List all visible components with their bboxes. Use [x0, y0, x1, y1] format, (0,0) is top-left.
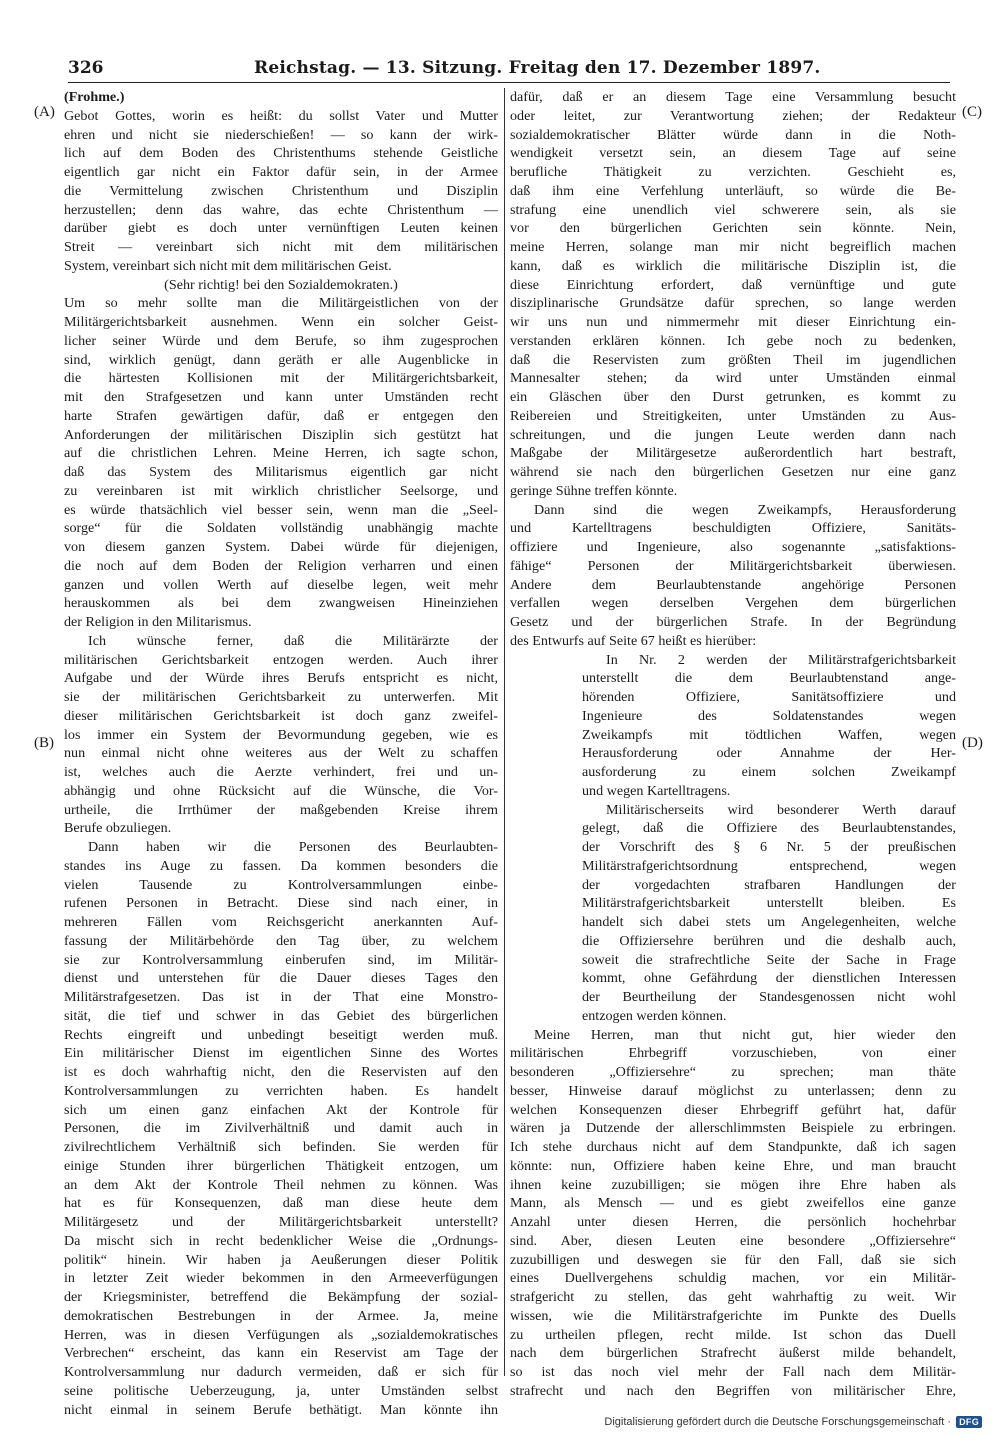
- text-line: ein Gläschen über den Durst getrunken, es kommt zu: [510, 389, 956, 405]
- text-line: Reibereien und Streitigkeiten, unter Umständen zu Aus-: [510, 407, 956, 424]
- text-line: eigentlich gar nicht ein Faktor dafür sein, in der Armee: [64, 164, 498, 180]
- text-line: zu urtheilen pflegen, recht milde. Ist schon das Duell: [510, 1326, 956, 1343]
- text-line: ist es doch wahrhaftig nicht, den die Reservisten auf den: [64, 1064, 498, 1080]
- text-line: Aufgabe und der Würde ihres Berufs entspricht es nicht,: [64, 670, 498, 687]
- text-line: Dann sind die wegen Zweikampfs, Herausforderung: [534, 501, 956, 518]
- text-line: entzogen werden können.: [582, 1007, 727, 1024]
- text-line: offiziere und Ingenieure, also sogenannte „satisfaktions-: [510, 539, 956, 555]
- text-line: seine politische Ueberzeugung, ja, unter Umständen selbst: [64, 1382, 498, 1399]
- text-line: Kontrolversammlung nur dadurch vermeiden, daß er sich für: [64, 1364, 498, 1380]
- margin-marker-d: (D): [962, 735, 983, 751]
- text-line: nicht einmal in seinem Berufe bethätigt. Man könnte ihn: [64, 1401, 498, 1418]
- text-line: hörenden Offiziere, Sanitätsoffiziere und: [582, 689, 956, 705]
- text-line: mehreren Fällen vom Reichsgericht anerkannten Auf-: [64, 914, 498, 930]
- column-divider: [504, 88, 505, 1376]
- text-line: sorge“ für die Soldaten vollständig unabhängig machte: [64, 520, 498, 537]
- text-line: Maßgabe der Militärgesetze außerordentlich hart bestraft,: [510, 445, 956, 462]
- text-line: während sie nach den bürgerlichen Gesetzen nur eine ganz: [510, 464, 956, 480]
- text-line: schreitungen, und die jungen Leute werden dann nach: [510, 426, 956, 443]
- text-line: Herren, was in diesen Verfügungen als „sozialdemokratisches: [64, 1326, 498, 1343]
- text-line: Militärstrafgerichtsordnung entsprechend, wegen: [582, 857, 956, 874]
- text-line: sie zur Kontrolversammlung einberufen sind, im Militär-: [64, 951, 498, 968]
- text-line: Streit — vereinbart sich nicht mit dem militärischen: [64, 239, 498, 255]
- digitization-credit: [604, 1416, 982, 1428]
- text-line: die Vermittelung zwischen Christenthum und Disziplin: [64, 182, 498, 199]
- text-line: diese Einrichtung erfordert, daß vernünftige und gute: [510, 276, 956, 293]
- text-line: disziplinarische Grundsätze dafür sprechen, so lange werden: [510, 295, 956, 312]
- text-line: ausforderung zu einem solchen Zweikampf: [582, 764, 956, 780]
- text-line: vielen Tausende zu Kontrolversammlungen einbe-: [64, 876, 498, 893]
- text-line: es würde thatsächlich viel besser sein, wenn man die „Seel-: [64, 501, 498, 518]
- text-line: gelegt, daß die Offiziere des Beurlaubtenstandes,: [582, 820, 956, 837]
- text-line: Andere dem Beurlaubtenstande angehörige Personen: [510, 576, 956, 593]
- text-line: eines Duellvergehens schuldig machen, vor ein Militär-: [510, 1270, 956, 1287]
- text-line: Zweikampfs mit tödtlichen Waffen, wegen: [582, 726, 956, 743]
- text-line: oder leitet, zur Verantwortung ziehen; der Redakteur: [510, 107, 956, 124]
- text-line: herauskommen als bei dem zwangweisen Hineinziehen: [64, 595, 498, 612]
- text-line: wären ja Dutzende der allerschlimmsten Beispiele zu erbringen.: [510, 1120, 956, 1137]
- page-header: [68, 56, 950, 83]
- text-line: wendigkeit versetzt sein, an diesem Tage auf seine: [510, 145, 956, 162]
- text-line: sind, wirklich genügt, dann geräth er alle Augenblicke in: [64, 351, 498, 368]
- text-line: soweit die strafrechtliche Seite der Sache in Frage: [582, 951, 956, 968]
- text-line: nun einmal nicht ohne weiteres aus der Welt zu schaffen: [64, 745, 498, 762]
- text-line: los immer ein System der Bevormundung gegeben, wie es: [64, 726, 498, 743]
- text-line: der Kriegsminister, betreffend die Bekämpfung der sozial-: [64, 1289, 498, 1305]
- text-line: berufliche Thätigkeit zu verzichten. Geschieht es,: [510, 164, 956, 180]
- text-line: (Frohme.): [64, 89, 125, 105]
- text-line: unterstellt die dem Beurlaubtenstand ange-: [582, 670, 956, 687]
- text-line: politik“ hinein. Wir haben ja Aeußerungen dieser Politik: [64, 1251, 498, 1268]
- right-text-column: [510, 88, 956, 1401]
- text-line: der vorgedachten strafbaren Handlungen der: [582, 876, 956, 893]
- text-line: ehren und nicht sie niederschießen! — so kann der wirk-: [64, 126, 498, 143]
- text-line: sind. Aber, diesen Leuten eine besondere „Offiziersehre“: [510, 1232, 956, 1249]
- text-line: die Offiziersehre berühren und die deshalb auch,: [582, 932, 956, 949]
- text-line: Mannesalter stehen; da wird unter Umständen einmal: [510, 370, 956, 387]
- text-line: besser, Hinweise darauf möglichst zu unterlassen; denn zu: [510, 1082, 956, 1099]
- text-line: In Nr. 2 werden der Militärstrafgerichtsbarkeit: [606, 651, 956, 668]
- text-line: die härtesten Kollisionen mit der Militärgerichtsbarkeit,: [64, 370, 498, 387]
- text-line: darüber giebt es doch unter vernünftigen Leuten keinen: [64, 220, 498, 237]
- text-line: Ein militärischer Dienst im eigentlichen Sinne des Wortes: [64, 1045, 498, 1062]
- text-line: urtheile, die Irrthümer der maßgebenden Kreise ihrem: [64, 801, 498, 818]
- text-line: strafung eine unendlich viel schwerere sein, als sie: [510, 201, 956, 218]
- text-line: verfallen wegen derselben Vergehen dem bürgerlichen: [510, 595, 956, 612]
- text-line: Dann haben wir die Personen des Beurlaubten-: [88, 839, 498, 855]
- dfg-logo-icon: DFG: [956, 1416, 982, 1428]
- text-line: auf die christlichen Lehren. Meine Herren, ich sagte schon,: [64, 445, 498, 462]
- text-line: sie der militärischen Gerichtsbarkeit zu unterwerfen. Mit: [64, 689, 498, 705]
- text-line: Militärischerseits wird besonderer Werth darauf: [606, 801, 956, 818]
- text-line: daß das System des Militarismus eigentlich gar nicht: [64, 464, 498, 480]
- text-line: vor den bürgerlichen Gerichten sein könnte. Nein,: [510, 220, 956, 237]
- text-line: hat es für Konsequenzen, daß man diese heute dem: [64, 1195, 498, 1212]
- text-line: zuzubilligen und deswegen sie für den Fall, daß sie sich: [510, 1251, 956, 1268]
- text-line: und Kartelltragens beschuldigten Offiziere, Sanitäts-: [510, 520, 956, 537]
- text-line: sität, die tief und schwer in das Gebiet des bürgerlichen: [64, 1007, 498, 1024]
- text-line: Militärgesetz und der Militärgerichtsbarkeit unterstellt?: [64, 1214, 498, 1230]
- text-line: herzustellen; denn das wahre, das echte Christenthum —: [64, 201, 498, 218]
- text-line: Militärstrafgesetzen. Das ist in der That eine Monstro-: [64, 989, 498, 1005]
- text-line: Ich stehe durchaus nicht auf dem Standpunkte, daß ich sagen: [510, 1139, 956, 1155]
- text-line: demokratischen Bestrebungen in der Armee. Ja, meine: [64, 1307, 498, 1324]
- text-line: militärischen Gerichtsbarkeit entzogen werden. Auch ihrer: [64, 651, 498, 668]
- text-line: des Entwurfs auf Seite 67 heißt es hierüber:: [510, 632, 757, 649]
- text-line: daß ihm eine Verfehlung unterläuft, so würde die Be-: [510, 182, 956, 199]
- text-line: Militärgerichtsbarkeit ausnehmen. Wenn ein solcher Geist-: [64, 314, 498, 330]
- text-line: dienst und unterstehen für die Dauer dieses Tages den: [64, 970, 498, 987]
- text-line: könnte: nun, Offiziere haben keine Ehre, und man braucht: [510, 1157, 956, 1174]
- text-line: verstanden erklären können. Ich gebe noch zu bedenken,: [510, 332, 956, 349]
- text-line: Ich wünsche ferner, daß die Militärärzte der: [88, 632, 498, 649]
- text-line: militärischen Ehrbegriff vorzuschieben, von einer: [510, 1045, 956, 1062]
- text-line: von diesem ganzen System. Dabei würde für diejenigen,: [64, 539, 498, 555]
- text-line: standes ins Auge zu fassen. Da kommen besonders die: [64, 857, 498, 874]
- margin-marker-b: (B): [34, 735, 54, 751]
- text-line: wir uns nun und nimmermehr mit dieser Einrichtung ein-: [510, 314, 956, 330]
- text-line: System, vereinbart sich nicht mit dem militärischen Geist.: [64, 257, 392, 274]
- left-text-column: [64, 88, 498, 1419]
- text-line: (Sehr richtig! bei den Sozialdemokraten.): [164, 276, 398, 293]
- text-line: der Religion in den Militarismus.: [64, 614, 252, 630]
- text-line: Verbrechen“ erscheint, das kann ein Reservist am Tage der: [64, 1345, 498, 1362]
- text-line: fassung der Militärbehörde den Tag über, zu welchem: [64, 932, 498, 949]
- text-line: welchen Konsequenzen dieser Ehrbegriff geführt hat, dafür: [510, 1101, 956, 1118]
- margin-marker-c: (C): [962, 104, 982, 120]
- text-line: der Beurtheilung der Standesgenossen nicht wohl: [582, 989, 956, 1005]
- text-line: lich auf dem Boden des Christenthums stehende Geistliche: [64, 145, 498, 162]
- text-line: Berufe obzuliegen.: [64, 820, 172, 837]
- text-line: ist, welches auch die Aerzte verhindert, frei und un-: [64, 764, 498, 780]
- text-line: sich um einen ganz einfachen Akt der Kontrole für: [64, 1101, 498, 1118]
- text-line: strafgericht zu stellen, das geht wahrhaftig zu weit. Wir: [510, 1289, 956, 1305]
- text-line: Personen, die im Zivilverhältniß und damit auch in: [64, 1120, 498, 1137]
- text-line: Anforderungen der militärischen Disziplin sich gestützt hat: [64, 426, 498, 443]
- text-line: an dem Akt der Kontrole Theil nehmen zu können. Was: [64, 1176, 498, 1193]
- text-line: Mann, als Mensch — und es giebt zweifellos eine ganze: [510, 1195, 956, 1212]
- text-line: geringe Sühne treffen könnte.: [510, 482, 678, 499]
- text-line: dafür, daß er an diesem Tage eine Versammlung besucht: [510, 89, 956, 105]
- text-line: dieser militärischen Gerichtsbarkeit ist doch ganz zweifel-: [64, 707, 498, 724]
- text-line: Anzahl unter diesen Herren, die persönlich hochehrbar: [510, 1214, 956, 1230]
- text-line: kann, daß es wirklich die militärische Disziplin ist, die: [510, 257, 956, 274]
- text-line: abhängig und ohne Rücksicht auf die Wünsche, die Vor-: [64, 782, 498, 799]
- text-line: fähige“ Personen der Militärgerichtsbarkeit überwiesen.: [510, 557, 956, 574]
- text-line: zivilrechtlichem Verhältniß sich befinden. Sie werden für: [64, 1139, 498, 1155]
- text-line: Gesetz und der bürgerlichen Strafe. In der Begründung: [510, 614, 956, 630]
- text-line: Da mischt sich in recht bedenklicher Weise die „Ordnungs-: [64, 1232, 498, 1249]
- text-line: in letzter Zeit wieder bekommen in den Armeeverfügungen: [64, 1270, 498, 1287]
- text-line: Gebot Gottes, worin es heißt: du sollst Vater und Mutter: [64, 107, 498, 124]
- page-number: 326: [68, 58, 104, 78]
- text-line: Militärstrafgerichtsbarkeit unterstellt bleiben. Es: [582, 895, 956, 912]
- text-line: nach dem bürgerlichen Strafrecht äußerst milde behandelt,: [510, 1345, 956, 1362]
- text-line: wissen, wie die Militärstrafgerichte im Punkte des Duells: [510, 1307, 956, 1324]
- text-line: harte Strafen gewärtigen dafür, daß er entgegen den: [64, 407, 498, 424]
- text-line: Kontrolversammlungen zu verrichten haben. Es handelt: [64, 1082, 498, 1099]
- text-line: ganzen und vollen Werth auf dieselbe legen, weit mehr: [64, 576, 498, 593]
- text-line: Um so mehr sollte man die Militärgeistlichen von der: [64, 295, 498, 312]
- text-line: strafrecht und nach den Begriffen von militärischer Ehre,: [510, 1382, 956, 1399]
- text-line: rufenen Personen in Betracht. Diese sind nach einer, in: [64, 895, 498, 912]
- text-line: meine Herren, solange man mir nicht begreiflich machen: [510, 239, 956, 255]
- text-line: ihnen keine zuzubilligen; sie mögen ihre Ehre haben als: [510, 1176, 956, 1193]
- text-line: besonderen „Offiziersehre“ zu sprechen; man thäte: [510, 1064, 956, 1080]
- text-line: die noch auf dem Boden der Religion verharren und einen: [64, 557, 498, 574]
- text-line: Ingenieure des Soldatenstandes wegen: [582, 707, 956, 724]
- text-line: handelt sich dabei stets um Angelegenheiten, welche: [582, 914, 956, 930]
- margin-marker-a: (A): [34, 104, 55, 120]
- page-title: Reichstag. — 13. Sitzung. Freitag den 17. Dezember 1897.: [254, 58, 821, 78]
- text-line: mit den Strafgesetzen und kann unter Umständen recht: [64, 389, 498, 405]
- text-line: einige Stunden ihrer bürgerlichen Thätigkeit entzogen, um: [64, 1157, 498, 1174]
- credit-text: Digitalisierung gefördert durch die Deutsche Forschungsgemeinschaft ·: [604, 1416, 952, 1428]
- text-line: daß die Reservisten zum größten Theil im jugendlichen: [510, 351, 956, 368]
- text-line: kommt, ohne Gefährdung der dienstlichen Interessen: [582, 970, 956, 987]
- text-line: Herausforderung oder Annahme der Her-: [582, 745, 956, 762]
- text-line: zu vereinbaren ist mit wirklich christlicher Seelsorge, und: [64, 482, 498, 499]
- text-line: licher seiner Würde und dem Berufe, so ihm zugesprochen: [64, 332, 498, 349]
- text-line: und wegen Kartelltragens.: [582, 782, 731, 799]
- text-line: Rechts eingreift und unbedingt beseitigt werden muß.: [64, 1026, 498, 1043]
- text-line: Meine Herren, man thut nicht gut, hier wieder den: [534, 1026, 956, 1043]
- text-line: so ist das noch viel mehr der Fall nach dem Militär-: [510, 1364, 956, 1380]
- text-line: sozialdemokratischer Blätter würde dann in die Noth-: [510, 126, 956, 143]
- text-line: der Vorschrift des § 6 Nr. 5 der preußischen: [582, 839, 956, 855]
